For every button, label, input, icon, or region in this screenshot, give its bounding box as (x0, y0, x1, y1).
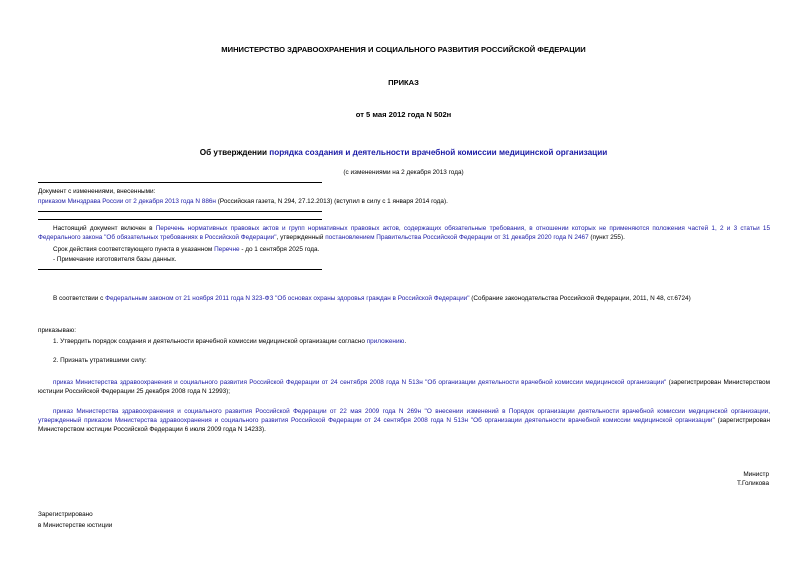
signer-position: Министр (743, 471, 769, 478)
note-text-2: , утвержденный (276, 234, 326, 241)
note-text-1: Настоящий документ включен в (53, 225, 156, 232)
amending-order-link[interactable]: приказом Минздрава России от 2 декабря 2013 года N 886н (38, 198, 216, 205)
item-1 (38, 337, 770, 346)
note-top-rule (38, 219, 322, 220)
revoked-order-2 (38, 407, 770, 434)
item-1-end: . (404, 338, 407, 345)
validity-text-2: - до 1 сентября 2025 года. (239, 246, 320, 253)
preamble-text-2: (Собрание законодательства Российской Федерации, 2011, N 48, ст.6724) (469, 295, 691, 302)
amending-order-details: (Российская газета, N 294, 27.12.2013) (вступил в силу с 1 января 2014 года). (215, 198, 448, 205)
appendix-link[interactable]: приложению (366, 338, 405, 345)
changes-bottom-rule (38, 211, 322, 212)
revoked-order-1-link[interactable]: приказ Министерства здравоохранения и социального развития Российской Федерации от 24 сентября 2008 года N 513н "Об организации деятельности врачебной комиссии медицинской организации" (53, 379, 667, 386)
note-text-3: (пункт 255). (588, 234, 625, 241)
editor-note: - Примечание изготовителя базы данных. (53, 256, 177, 263)
preamble (38, 294, 770, 303)
changes-line (38, 197, 770, 206)
revoked-order-1-details: (зарегистрирован Министерством юстиции Российской Федерации 25 декабря 2008 года N 12993); (38, 379, 770, 395)
document-title (0, 148, 807, 157)
note-inclusion (38, 224, 770, 242)
changes-top-rule (38, 182, 322, 183)
perechen-link[interactable]: Перечень нормативных правовых актов и групп нормативных правовых актов, содержащих обязательные требования, в отношении которых не применяются положения частей 1, 2 и 3 статьи 15 Федерального закона "Об обязательных требованиях в Российской Федерации" (38, 225, 770, 241)
signature-block (737, 470, 769, 488)
registration-line-1: Зарегистрировано (38, 511, 93, 518)
changes-intro: Документ с изменениями, внесенными: (38, 188, 156, 195)
government-resolution-link[interactable]: постановлением Правительства Российской Федерации от 31 декабря 2020 года N 2467 (325, 234, 589, 241)
note-bottom-rule (38, 269, 322, 270)
revoked-order-2-details: (зарегистрирован Министерством юстиции Российской Федерации 6 июля 2009 года N 14233). (38, 417, 770, 433)
title-prefix: Об утверждении (199, 148, 270, 157)
revoked-order-2-link[interactable]: приказ Министерства здравоохранения и социального развития Российской Федерации от 22 мая 2009 года N 269н "О внесении изменений в Порядок организации деятельности врачебной комиссии медицинской организации, утвержденный приказом Министерства здравоохранения и социального развития Российской Федерации от 24 сентября 2008 года N 513н "Об организации деятельности врачебной комиссии медицинской организации" (38, 408, 770, 424)
ministry-heading: МИНИСТЕРСТВО ЗДРАВООХРАНЕНИЯ И СОЦИАЛЬНОГО РАЗВИТИЯ РОССИЙСКОЙ ФЕДЕРАЦИИ (221, 45, 586, 54)
preamble-text-1: В соответствии с (53, 295, 106, 302)
registration-block (38, 510, 112, 530)
document-date-number: от 5 мая 2012 года N 502н (355, 110, 452, 119)
validity-text-1: Срок действия соответствующего пункта в указанном (53, 246, 215, 253)
document-type: ПРИКАЗ (388, 78, 419, 87)
signer-name: Т.Голикова (736, 480, 769, 487)
revoked-order-1 (38, 378, 770, 396)
amendment-note: (с изменениями на 2 декабря 2013 года) (343, 169, 464, 176)
registration-line-2: в Министерстве юстиции (38, 522, 113, 529)
title-link[interactable]: порядка создания и деятельности врачебной комиссии медицинской организации (269, 148, 608, 157)
item-2: 2. Признать утратившими силу: (53, 357, 147, 364)
perechen-short-link[interactable]: Перечне (214, 246, 240, 253)
federal-law-link[interactable]: Федеральным законом от 21 ноября 2011 года N 323-ФЗ "Об основах охраны здоровья граждан в Российской Федерации" (105, 295, 470, 302)
item-1-text: 1. Утвердить порядок создания и деятельности врачебной комиссии медицинской организации согласно (53, 338, 367, 345)
order-word: приказываю: (38, 327, 76, 334)
note-validity (38, 245, 770, 254)
